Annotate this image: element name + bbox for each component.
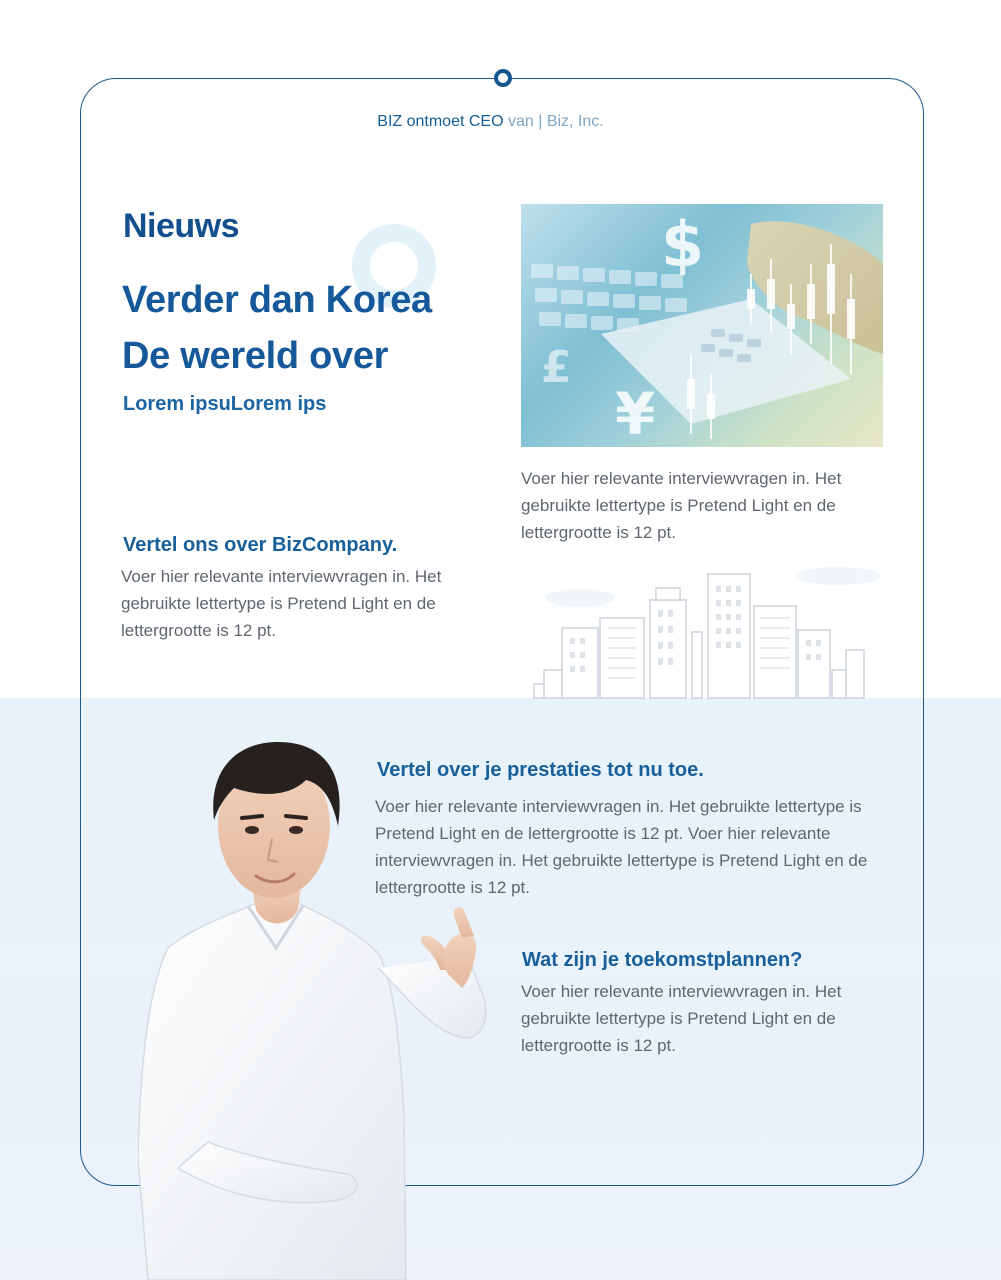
question-1-body: Voer hier relevante interviewvragen in. Het gebruikte lettertype is Pretend Light en de lettergrootte is 12 pt. <box>121 567 442 640</box>
headline-line-1: Verder dan Korea <box>122 279 432 321</box>
question-2-title: Vertel over je prestaties tot nu toe. <box>377 759 704 781</box>
dollar-symbol: $ <box>661 208 705 281</box>
frame-top-ring-icon <box>494 69 512 87</box>
yen-symbol: ¥ <box>615 380 656 447</box>
subheadline: Lorem ipsuLorem ips <box>123 393 327 415</box>
question-2-body: Voer hier relevante interviewvragen in. Het gebruikte lettertype is Pretend Light en de lettergrootte is 12 pt. Voer hier relevante interviewvragen in. Het gebruikte lettertype is Pretend Light en de lettergrootte is 12 pt. <box>375 797 868 897</box>
page-header <box>0 113 981 131</box>
pound-symbol: £ <box>541 342 572 393</box>
city-skyline-illustration <box>532 566 884 700</box>
section-label: Nieuws <box>123 207 240 245</box>
header-subtitle: van | Biz, Inc. <box>507 113 604 130</box>
photo-caption: Voer hier relevante interviewvragen in. Het gebruikte lettertype is Pretend Light en de lettergrootte is 12 pt. <box>521 469 842 542</box>
question-3-body: Voer hier relevante interviewvragen in. Het gebruikte lettertype is Pretend Light en de lettergrootte is 12 pt. <box>521 982 842 1055</box>
headline-line-2: De wereld over <box>122 335 389 377</box>
headline <box>122 272 512 384</box>
finance-photo <box>521 204 883 447</box>
question-3-title: Wat zijn je toekomstplannen? <box>522 949 803 971</box>
finance-photo-graphic <box>521 204 883 447</box>
question-1-title: Vertel ons over BizCompany. <box>123 534 398 556</box>
header-title: BIZ ontmoet CEO <box>377 113 504 130</box>
